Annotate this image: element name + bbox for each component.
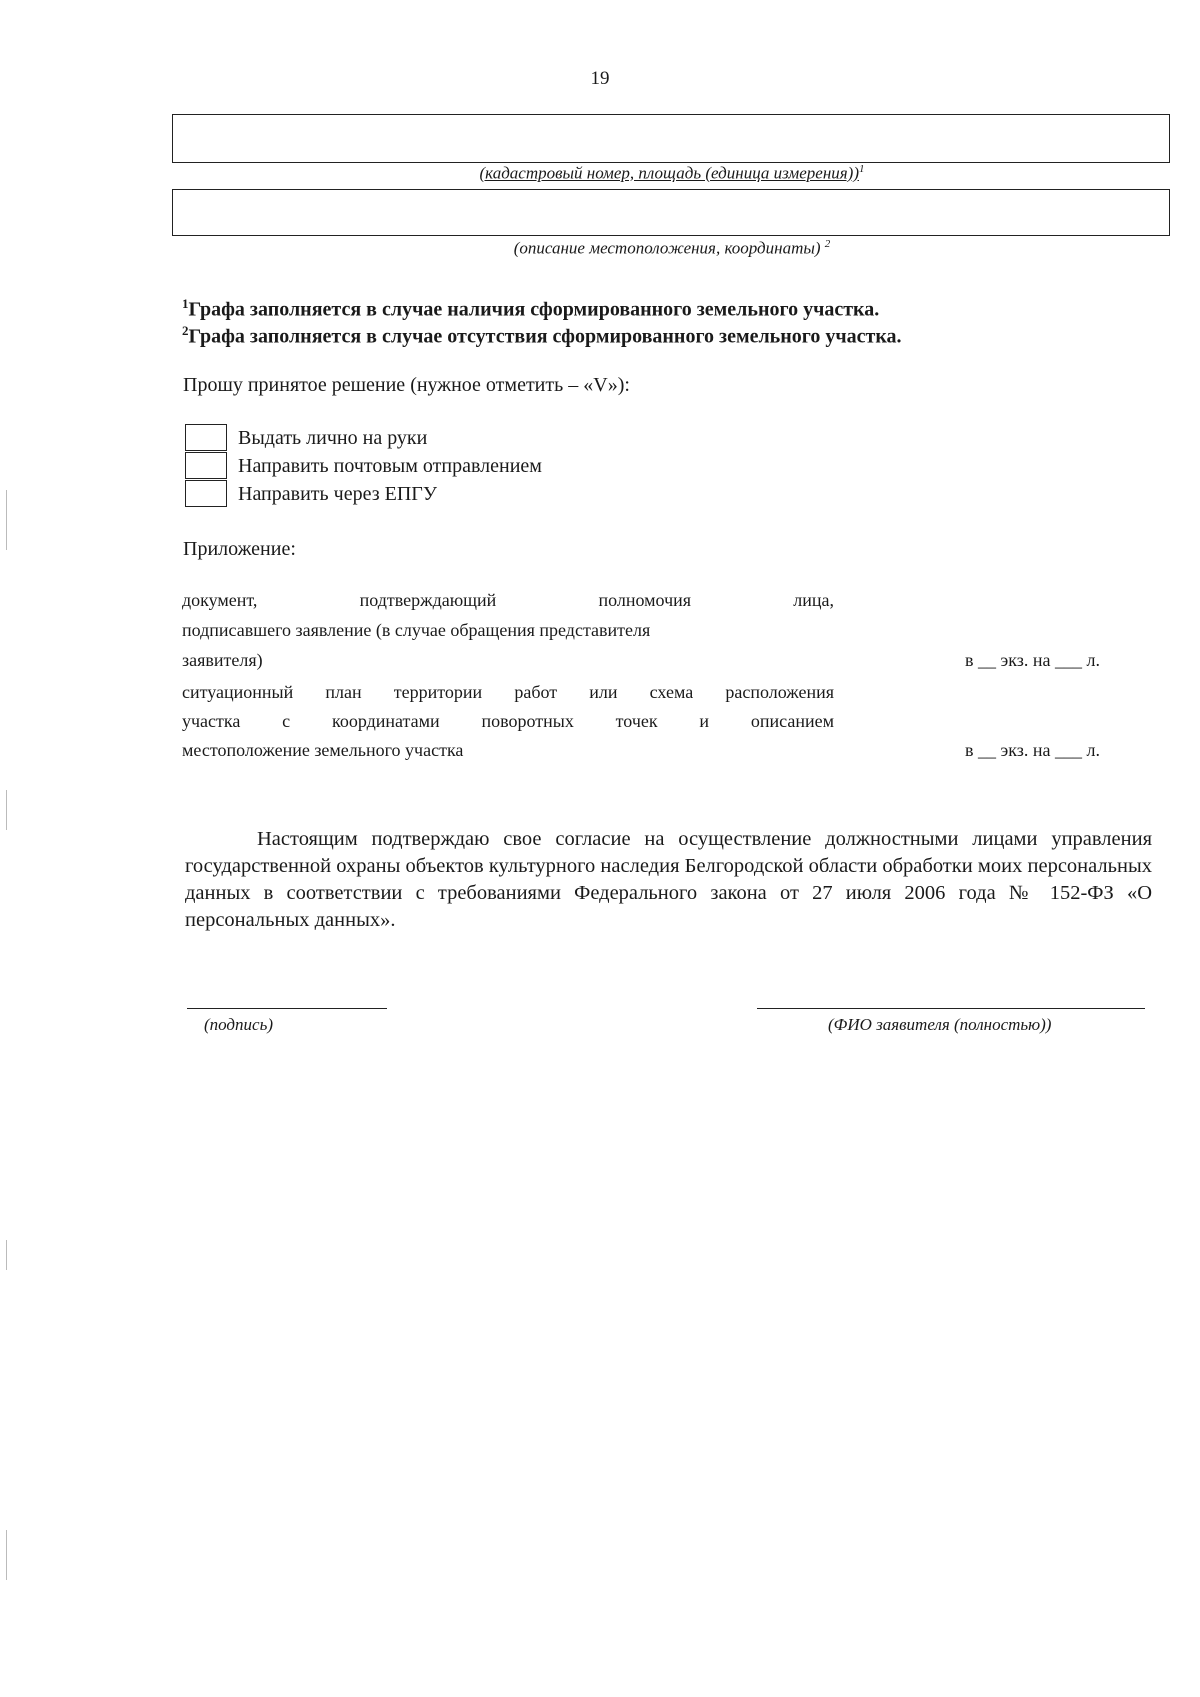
- decision-prompt: Прошу принятое решение (нужное отметить – «V»):: [183, 374, 630, 396]
- consent-paragraph: Настоящим подтверждаю свое согласие на осуществление должностными лицами управления государственной охраны объектов культурного наследия Белгородской области обработки моих персональных данных в соответствии с требованиями Федерального закона от 27 июля 2006 года № 152-ФЗ «О персональных данных».: [185, 828, 1152, 931]
- checkbox-by-mail[interactable]: [185, 452, 227, 479]
- signature-caption: (подпись): [204, 1015, 273, 1034]
- checkbox-in-person[interactable]: [185, 424, 227, 451]
- attachments-heading: Приложение:: [183, 538, 296, 560]
- consent-block: [185, 826, 1152, 934]
- scan-artifact: [6, 1530, 7, 1580]
- scan-artifact: [6, 790, 7, 830]
- cadastral-caption-text: (кадастровый номер, площадь (единица измерения)): [479, 163, 859, 183]
- footnote-1: [182, 296, 879, 322]
- footnote-2-text: Графа заполняется в случае отсутствия сформированного земельного участка.: [188, 325, 902, 348]
- cadastral-footnote-mark: 1: [858, 163, 865, 175]
- location-caption-text: (описание местоположения, координаты): [513, 238, 821, 258]
- attachment-1-line-1: документ, подтверждающий полномочия лица,: [182, 590, 834, 610]
- attachment-1-line-3: заявителя): [182, 650, 263, 670]
- scan-artifact: [6, 490, 7, 550]
- scan-artifact: [6, 1240, 7, 1270]
- attachment-1-copies: в __ экз. на ___ л.: [965, 650, 1100, 670]
- attachment-2-line-2: участка с координатами поворотных точек и описанием: [182, 711, 834, 731]
- footnote-1-text: Графа заполняется в случае наличия сформированного земельного участка.: [188, 298, 880, 321]
- attachment-1-line-2: подписавшего заявление (в случае обращения представителя: [182, 620, 651, 640]
- option-label-by-mail: Направить почтовым отправлением: [238, 455, 542, 477]
- attachment-2-copies: в __ экз. на ___ л.: [965, 740, 1100, 760]
- name-line[interactable]: [757, 1008, 1145, 1009]
- cadastral-field[interactable]: [172, 114, 1170, 163]
- footnote-2: [182, 323, 902, 349]
- footnote-1-mark: 1: [182, 296, 189, 311]
- option-label-in-person: Выдать лично на руки: [238, 427, 428, 449]
- name-caption: (ФИО заявителя (полностью)): [828, 1015, 1052, 1034]
- location-field[interactable]: [172, 189, 1170, 236]
- option-label-epgu: Направить через ЕПГУ: [238, 483, 437, 505]
- location-caption: [172, 238, 1172, 259]
- footnote-2-mark: 2: [182, 323, 189, 338]
- page-number: 19: [590, 68, 610, 89]
- signature-line[interactable]: [187, 1008, 387, 1009]
- attachment-2-line-1: ситуационный план территории работ или схема расположения: [182, 682, 834, 702]
- attachment-2-line-3: местоположение земельного участка: [182, 740, 464, 760]
- cadastral-caption: [172, 163, 1172, 184]
- checkbox-epgu[interactable]: [185, 480, 227, 507]
- location-footnote-mark: 2: [824, 238, 831, 250]
